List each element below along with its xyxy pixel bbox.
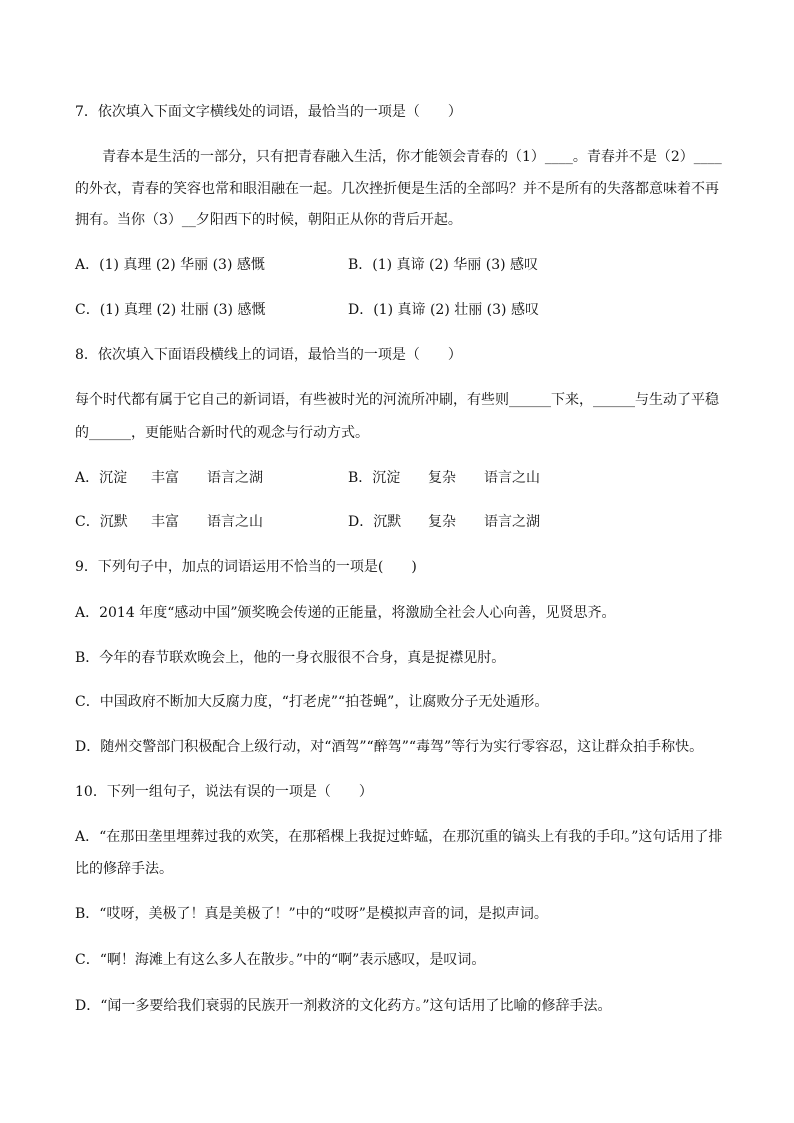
question-7-option-d: D．(1) 真谛 (2) 壮丽 (3) 感叹 — [348, 302, 539, 318]
option-d-word-2: 复杂 — [428, 514, 456, 530]
option-b-word-2: 复杂 — [428, 470, 456, 486]
question-8-option-c — [75, 512, 263, 532]
question-7-option-c: C．(1) 真理 (2) 壮丽 (3) 感慨 — [75, 302, 266, 318]
option-a-word-2: 丰富 — [151, 470, 179, 486]
question-8-passage-line-1: 每个时代都有属于它自己的新词语，有些被时光的河流所冲刷，有些则______下来，______与生动了平稳 — [75, 392, 719, 408]
option-b-word-1: B．沉淀 — [348, 470, 401, 486]
option-a-word-1: A．沉淀 — [75, 470, 128, 486]
option-d-word-1: D．沉默 — [348, 514, 402, 530]
question-8-option-b — [348, 468, 540, 488]
question-8-passage-line-2: 的______，更能贴合新时代的观念与行动方式。 — [75, 425, 369, 441]
question-10-option-b: B．“哎呀，美极了！真是美极了！”中的“哎呀”是模拟声音的词，是拟声词。 — [75, 906, 548, 922]
question-7-stem: 7．依次填入下面文字横线处的词语，最恰当的一项是（ ） — [75, 104, 462, 120]
question-9-option-a: A．2014 年度“感动中国”颁奖晚会传递的正能量，将激励全社会人心向善，见贤思齐。 — [75, 605, 616, 621]
question-10-stem: 10．下列一组句子，说法有误的一项是（ ） — [75, 784, 373, 800]
option-c-word-2: 丰富 — [151, 514, 179, 530]
question-10-option-a-line-2: 比的修辞手法。 — [75, 861, 173, 877]
question-9-stem: 9．下列句子中，加点的词语运用不恰当的一项是( ) — [75, 559, 417, 575]
question-9-option-b: B．今年的春节联欢晚会上，他的一身衣服很不合身，真是捉襟见肘。 — [75, 650, 506, 666]
question-7-passage-line-3: 拥有。当你（3）__夕阳西下的时候，朝阳正从你的背后开起。 — [75, 212, 462, 228]
question-8-stem: 8．依次填入下面语段横线上的词语，最恰当的一项是（ ） — [75, 347, 462, 363]
question-10-option-c: C．“啊！海滩上有这么多人在散步。”中的“啊”表示感叹，是叹词。 — [75, 952, 486, 968]
question-10-option-d: D．“闻一多要给我们衰弱的民族开一剂救济的文化药方。”这句话用了比喻的修辞手法。 — [75, 998, 612, 1014]
option-c-word-1: C．沉默 — [75, 514, 128, 530]
question-7-option-a: A．(1) 真理 (2) 华丽 (3) 感慨 — [75, 257, 265, 273]
option-a-word-3: 语言之湖 — [207, 470, 263, 486]
option-c-word-3: 语言之山 — [207, 514, 263, 530]
question-8-option-a — [75, 468, 263, 488]
question-7-option-b: B．(1) 真谛 (2) 华丽 (3) 感叹 — [348, 257, 539, 273]
question-10-option-a-line-1: A．“在那田垄里埋葬过我的欢笑，在那稻棵上我捉过蚱蜢，在那沉重的镐头上有我的手印。”这句话用了排 — [75, 829, 723, 845]
question-7-passage-line-2: 的外衣，青春的笑容也常和眼泪融在一起。几次挫折便是生活的全部吗？并不是所有的失落都意味着不再 — [75, 181, 719, 197]
question-7-passage-line-1: 青春本是生活的一部分，只有把青春融入生活，你才能领会青春的（1）____。青春并不是（2）____ — [102, 149, 722, 165]
question-8-option-d — [348, 512, 540, 532]
question-9-option-c: C．中国政府不断加大反腐力度，“打老虎”“拍苍蝇”，让腐败分子无处遁形。 — [75, 694, 549, 710]
question-9-option-d: D．随州交警部门积极配合上级行动，对“酒驾”“醉驾”“毒驾”等行为实行零容忍，这让群众拍手称快。 — [75, 739, 704, 755]
option-b-word-3: 语言之山 — [484, 470, 540, 486]
option-d-word-3: 语言之湖 — [484, 514, 540, 530]
